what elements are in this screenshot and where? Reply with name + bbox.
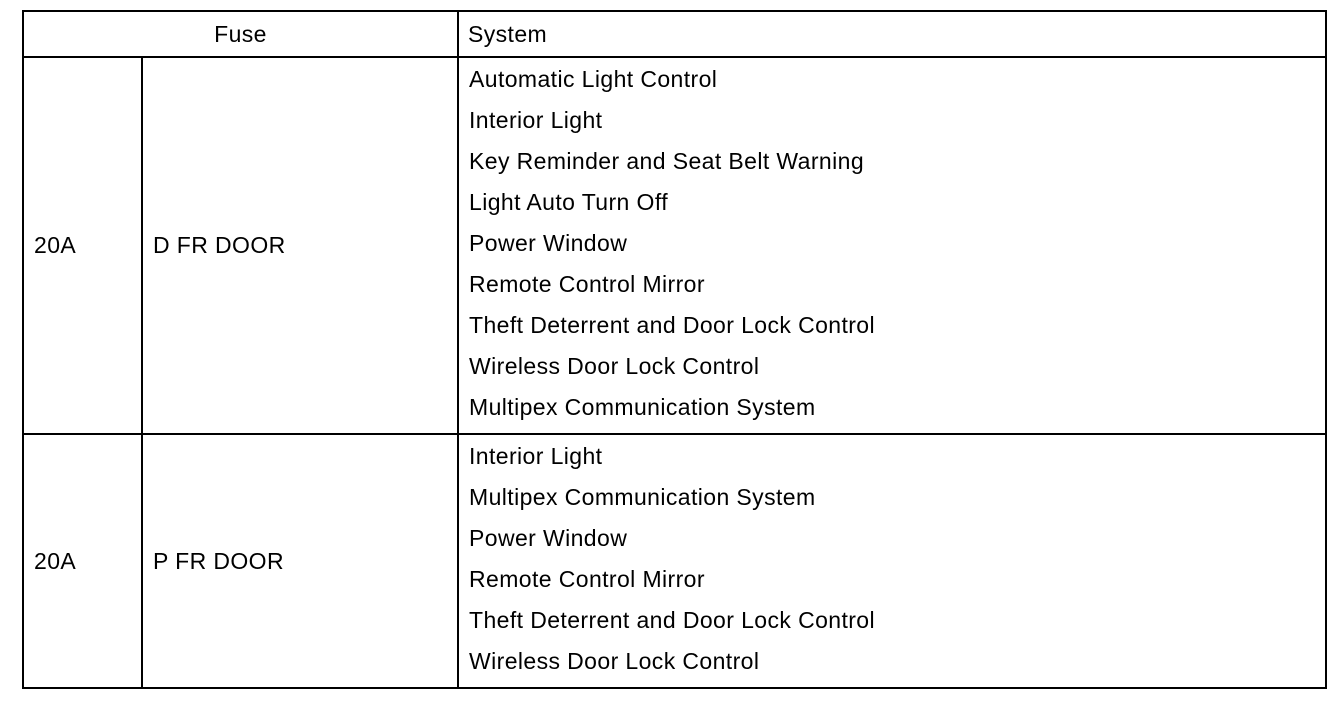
system-item: Power Window — [469, 230, 628, 256]
fuse-name: P FR DOOR — [142, 434, 458, 688]
system-item: Remote Control Mirror — [469, 566, 705, 592]
systems-list — [469, 436, 1325, 682]
header-system: System — [458, 11, 1326, 57]
systems-list — [469, 59, 1325, 428]
system-item: Automatic Light Control — [469, 66, 718, 92]
systems-cell — [458, 57, 1326, 434]
fuse-amperage: 20A — [23, 57, 142, 434]
header-row — [23, 11, 1326, 57]
fuse-table — [22, 10, 1327, 689]
system-item: Light Auto Turn Off — [469, 189, 668, 215]
systems-cell — [458, 434, 1326, 688]
system-item: Remote Control Mirror — [469, 271, 705, 297]
system-item: Wireless Door Lock Control — [469, 648, 760, 674]
table-row — [23, 57, 1326, 434]
fuse-name: D FR DOOR — [142, 57, 458, 434]
system-item: Wireless Door Lock Control — [469, 353, 760, 379]
system-item: Interior Light — [469, 107, 603, 133]
system-item: Theft Deterrent and Door Lock Control — [469, 312, 876, 338]
system-item: Power Window — [469, 525, 628, 551]
header-fuse: Fuse — [23, 11, 458, 57]
system-item: Key Reminder and Seat Belt Warning — [469, 148, 865, 174]
system-item: Multipex Communication System — [469, 484, 816, 510]
system-item: Multipex Communication System — [469, 394, 816, 420]
system-item: Theft Deterrent and Door Lock Control — [469, 607, 876, 633]
fuse-amperage: 20A — [23, 434, 142, 688]
table-row — [23, 434, 1326, 688]
system-item: Interior Light — [469, 443, 603, 469]
